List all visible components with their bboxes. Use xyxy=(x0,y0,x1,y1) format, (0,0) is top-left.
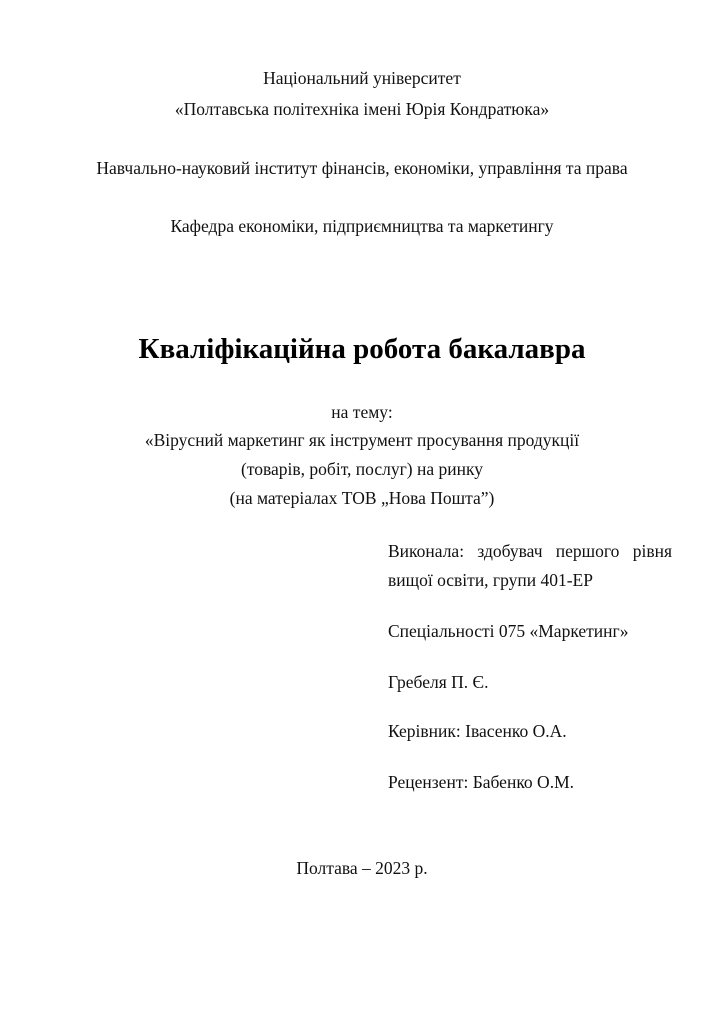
performed-by-group: вищої освіти, групи 401-ЕР xyxy=(388,570,593,590)
specialty: Спеціальності 075 «Маркетинг» xyxy=(388,621,629,641)
university-name: Національний університет xyxy=(263,68,461,88)
topic-label: на тему: xyxy=(331,402,393,422)
topic-line-3: (на матеріалах ТОВ „Нова Пошта”) xyxy=(229,488,495,508)
institute-name: Навчально-науковий інститут фінансів, економіки, управління та права xyxy=(96,158,628,178)
supervisor: Керівник: Івасенко О.А. xyxy=(388,721,567,741)
department-name: Кафедра економіки, підприємництва та маркетингу xyxy=(170,216,554,236)
document-title: Кваліфікаційна робота бакалавра xyxy=(138,333,586,365)
reviewer: Рецензент: Бабенко О.М. xyxy=(388,772,575,792)
performed-word: Виконала: xyxy=(388,541,465,561)
author-name: Гребеля П. Є. xyxy=(388,672,489,692)
topic-line-1: «Вірусний маркетинг як інструмент просування продукції xyxy=(144,430,580,450)
topic-line-2: (товарів, робіт, послуг) на ринку xyxy=(241,459,483,479)
performed-word: здобувач xyxy=(477,541,543,561)
performed-word: рівня xyxy=(632,541,672,561)
performed-word: першого xyxy=(555,541,620,561)
performed-by-line xyxy=(388,540,672,562)
university-full-name: «Полтавська політехніка імені Юрія Кондратюка» xyxy=(174,99,550,119)
city-year: Полтава – 2023 р. xyxy=(296,858,428,878)
